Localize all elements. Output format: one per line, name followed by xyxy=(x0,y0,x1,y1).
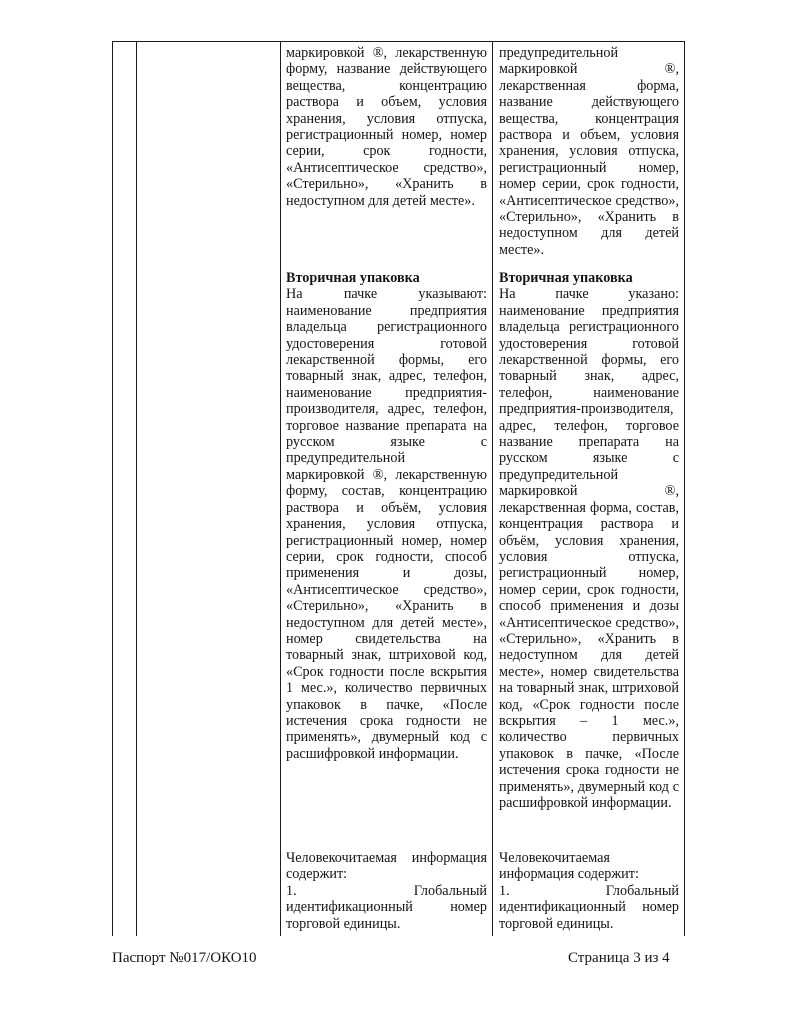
column-proposed-text xyxy=(499,45,679,933)
col1-secondary-text: На пачке указывают: наименование предприятия владельца регистрационного удостоверения готовой лекарственной формы, его товарный знак, адрес, телефон, наименование предприятия-производителя, адрес, телефон, торговое название препарата на русском языке с предупредительной маркировкой ®, лекарственную форму, состав, концентрацию раствора и объём, условия хранения, условия отпуска, регистрационный номер, номер серии, срок годности, способ применения и дозы, «Антисептическое средство», «Стерильно», «Хранить в недоступном для детей месте», номер свидетельства на товарный знак, штриховой код, «Срок годности после вскрытия 1 мес.», количество первичных упаковок в пачке, «После истечения срока годности не применять», двумерный код с расшифровкой информации. xyxy=(286,286,487,762)
footer-page-number: Страница 3 из 4 xyxy=(568,950,670,966)
col2-top-text: предупредительной маркировкой ®, лекарственная форма, название действующего вещества, концентрация раствора и объем, условия хранения, условия отпуска, регистрационный номер, номер серии, срок годности, «Антисептическое средство», «Стерильно», «Хранить в недоступном для детей месте». xyxy=(499,45,679,258)
footer-passport-number: Паспорт №017/ОКО10 xyxy=(112,950,257,966)
col2-secondary-text: На пачке указано: наименование предприятия владельца регистрационного удостоверения готовой лекарственной формы, его товарный знак, адрес, телефон, наименование предприятия-производителя, адрес, телефон, торговое название препарата на русском языке с предупредительной маркировкой ®, лекарственная форма, состав, концентрация раствора и объём, условия хранения, условия отпуска, регистрационный номер, номер серии, срок годности, способ применения и дозы «Антисептическое средство», «Стерильно», «Хранить в недоступном для детей месте», номер свидетельства на товарный знак, штриховой код, «Срок годности после вскрытия – 1 мес.», количество первичных упаковок в пачке, «После истечения срока годности не применять», двумерный код с расшифровкой информации. xyxy=(499,286,679,811)
column-current-text xyxy=(286,45,487,933)
table-border-inner-2 xyxy=(280,41,281,936)
table-border-inner-1 xyxy=(136,41,137,936)
table-border-left xyxy=(112,41,113,936)
table-border-top xyxy=(112,41,685,42)
col1-human-heading: Человекочитаемая информация содержит: xyxy=(286,850,487,883)
table-border-right xyxy=(684,41,685,936)
col1-secondary-heading: Вторичная упаковка xyxy=(286,270,420,286)
col2-secondary-heading: Вторичная упаковка xyxy=(499,270,633,286)
col1-human-item: 1. Глобальный идентификационный номер торговой единицы. xyxy=(286,882,487,932)
table-border-inner-3 xyxy=(492,41,493,936)
col1-top-text: маркировкой ®, лекарственную форму, название действующего вещества, концентрацию раствора и объем, условия хранения, условия отпуска, регистрационный номер, номер серии, срок годности, «Антисептическое средство», «Стерильно», «Хранить в недоступном для детей месте». xyxy=(286,45,487,209)
col2-human-heading: Человекочитаемая информация содержит: xyxy=(499,850,639,883)
col2-human-item: 1. Глобальный идентификационный номер торговой единицы. xyxy=(499,882,679,932)
